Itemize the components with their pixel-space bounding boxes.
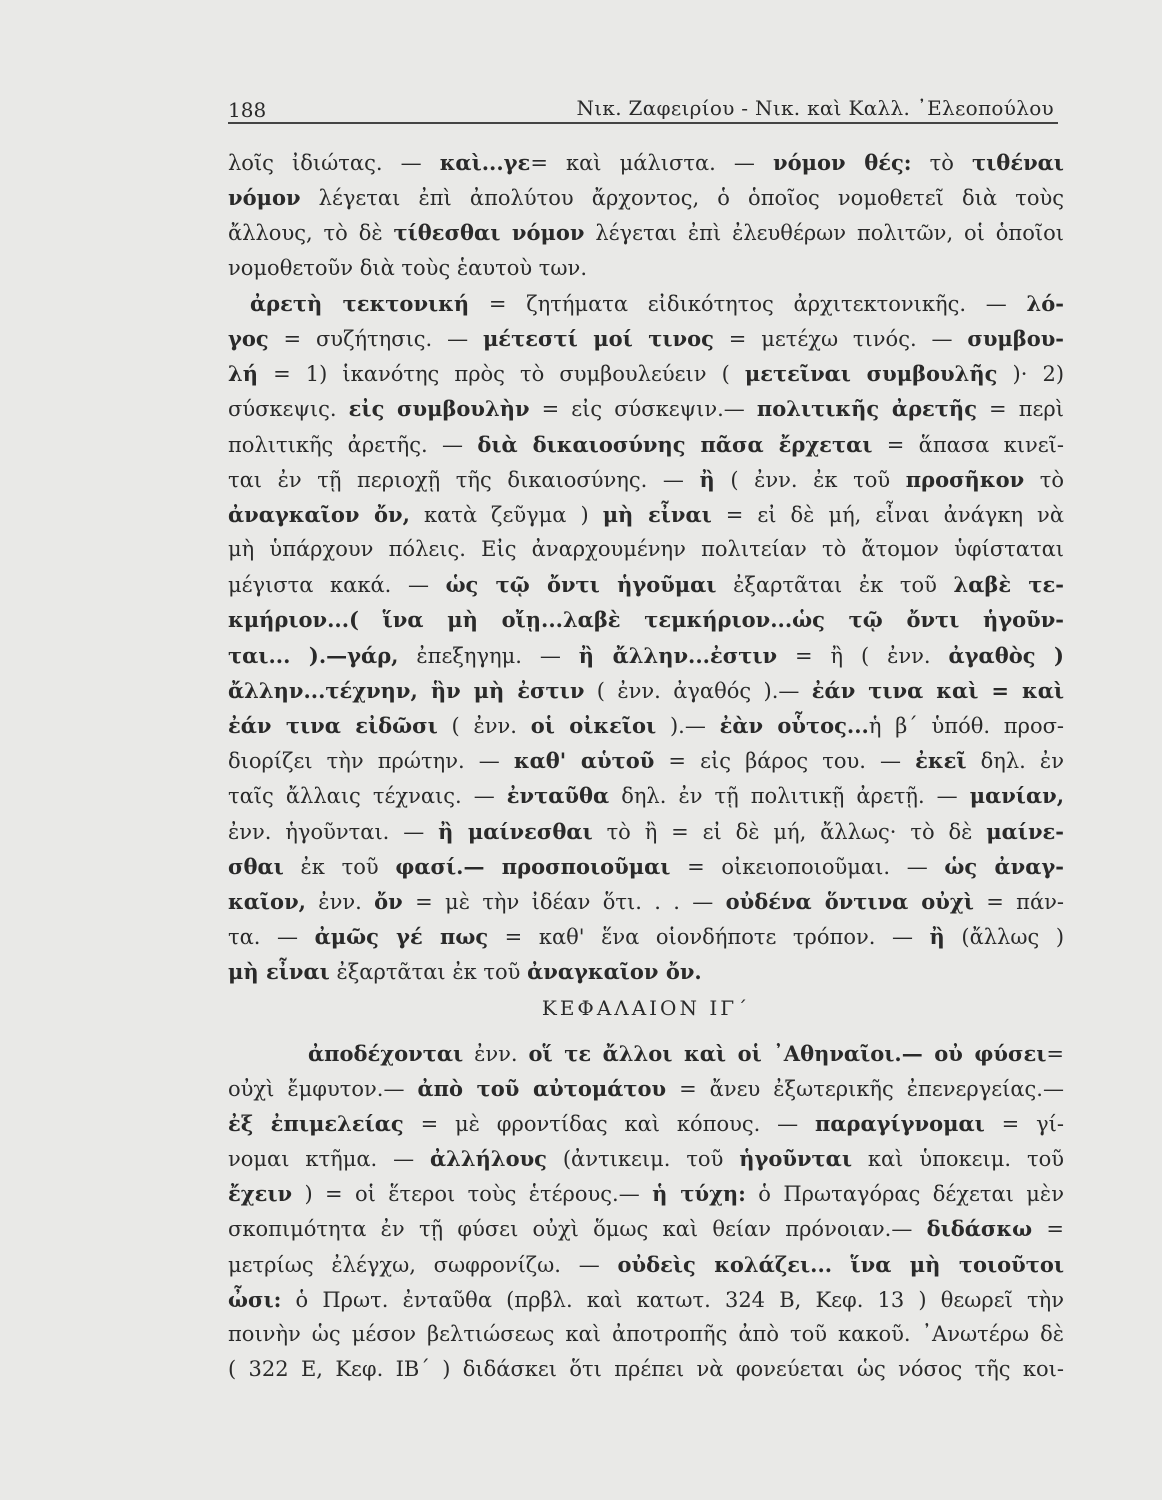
text-span: ) = οἱ ἕτεροι τοὺς ἑτέρους.— [292,1182,653,1207]
text-span: = [1032,1217,1064,1242]
bold-lemma: ται... ).—γάρ, [228,642,399,668]
bold-lemma: ἀλλήλους [430,1146,547,1172]
bold-lemma: ἡ τύχη: [652,1181,746,1207]
bold-lemma: παραγίγνομαι [815,1110,985,1136]
text-span: = ἢ ( ἐνν. [777,643,949,668]
text-line [228,954,1064,989]
text-span: λοῖς ἰδιώτας. — [228,151,440,175]
text-span: ).— [656,714,720,738]
text-line [228,286,1064,321]
text-span: ( ἐνν. ἐκ τοῦ [714,467,906,492]
bold-lemma: εἰς συμβουλὴν [348,396,530,422]
text-span: τὸ [911,151,973,175]
text-line [228,321,1064,356]
text-span: δηλ. ἐν τῇ πολιτικῇ ἀρετῇ. — [609,784,970,809]
text-line [228,638,1064,673]
text-span: = εἰς σύσκεψιν.— [529,397,757,422]
text-span: = γί- [984,1111,1064,1136]
bold-lemma: ἐὰν οὗτος... [719,713,869,738]
text-span: δηλ. ἐν [966,749,1064,774]
bold-lemma: ἐνταῦθα [506,783,610,809]
text-line [228,532,1064,567]
page-header [228,88,1058,124]
bold-lemma: λή [228,361,258,387]
text-span: τὸ ἢ = εἰ δὲ μή, ἄλλως· τὸ δὲ [592,819,987,844]
text-span: ἄλλους, τὸ δὲ [228,221,394,246]
text-span: = μὲ τὴν ἰδέαν ὅτι. . . — [402,889,726,914]
running-title: Νικ. Ζαφειρίου - Νικ. καὶ Καλλ. ᾿Ελεοπούλου [576,96,1054,120]
text-line [228,1071,1064,1106]
bold-lemma: ἀναγκαῖον ὄν. [527,959,702,985]
text-span: διορίζει τὴν πρώτην. — [228,749,514,774]
text-line [228,1352,1064,1387]
text-span: = περὶ [976,397,1064,422]
text-line [228,180,1064,215]
bold-lemma: συμβου- [967,325,1064,351]
text-line [228,849,1064,884]
text-span: = οἰκειοποιοῦμαι. — [670,854,945,879]
bold-lemma: ἡγοῦνται [739,1146,852,1172]
bold-lemma: ἔχειν [228,1181,293,1207]
bold-lemma: ἄλλην...τέχνην, ἣν μὴ ἐστιν [228,677,585,703]
bold-lemma: ὡς τῷ ὄντι ἡγοῦμαι [445,572,717,598]
bold-lemma: γος [228,325,269,351]
text-line [228,884,1064,919]
chapter-heading: ΚΕΦΑΛΑΙΟΝ ΙΓ΄ [541,995,751,1020]
bold-lemma: ὦσι: [228,1286,282,1312]
text-line [228,1106,1064,1141]
text-span: νομαι κτῆμα. — [228,1147,430,1172]
text-span: = μετέχω τινός. — [713,326,968,351]
text-span: ἐξαρτᾶται ἐκ τοῦ [329,960,528,985]
text-span: σύσκεψις. [228,397,349,422]
bold-lemma: ἀρετὴ τεκτονική [250,290,470,316]
text-span: ται ἐν τῇ περιοχῇ τῆς δικαιοσύνης. — [228,467,700,492]
text-line [228,145,1064,180]
text-span: καὶ ὑποκειμ. τοῦ [851,1147,1064,1172]
text-span: μὴ ὑπάρχουν πόλεις. Εἰς ἀναρχουμένην πολιτείαν τὸ ἄτομον ὑφίσταται [228,537,1064,562]
text-span: τα. — [228,925,315,950]
text-span: = καθ' ἕνα οἱονδήποτε τρόπον. — [488,925,930,950]
bold-lemma: τιθέναι [972,150,1064,175]
text-line [228,215,1064,250]
bold-lemma: νόμον [228,185,301,211]
text-line [228,602,1064,637]
text-span: ἡ β΄ ὑπόθ. προσ- [868,714,1064,738]
bold-lemma: διδάσκω [926,1216,1033,1242]
text-line [228,1141,1064,1176]
bold-lemma: μὴ εἶναι [228,959,330,985]
text-line [228,1036,1064,1071]
text-line [228,1282,1064,1317]
page-body [228,145,1064,1387]
text-line [228,427,1064,462]
bold-lemma: ἢ ἄλλην...ἐστιν [578,642,778,668]
text-span: = ἄνευ ἐξωτερικῆς ἐπενεργείας.— [666,1076,1064,1101]
text-span: (ἀντικειμ. τοῦ [546,1147,740,1172]
bold-lemma: ἀποδέχονται [308,1040,464,1066]
text-span: μέγιστα κακά. — [228,573,446,598]
bold-lemma: μὴ εἶναι [602,501,712,527]
text-span: ἐνν. [305,889,375,914]
bold-lemma: οἵ τε ἄλλοι καὶ οἱ ᾿Αθηναῖοι.— οὐ φύσει [528,1040,1047,1066]
text-line [228,743,1064,778]
text-line [228,1317,1064,1352]
text-line [228,1211,1064,1246]
text-line [228,708,1064,743]
text-span: = εἰ δὲ μή, εἶναι ἀνάγκη νὰ [711,502,1064,527]
text-span: = καὶ μάλιστα. — [530,151,773,175]
bold-lemma: καθ' αὑτοῦ [513,748,655,774]
text-line [228,673,1064,708]
text-span: = συζήτησις. — [268,326,483,351]
text-span: ( ἐνν. [437,714,531,738]
text-line [228,919,1064,954]
text-span: = [1046,1041,1064,1066]
text-span: ἐκ τοῦ [283,854,396,879]
text-line [228,497,1064,532]
bold-lemma: ἐκεῖ [915,748,967,774]
bold-lemma: ὄν [374,888,403,914]
bold-lemma: ἢ [929,924,945,950]
bold-lemma: ἐάν τινα εἰδῶσι [228,713,438,738]
bold-lemma: μανίαν, [969,783,1064,809]
page-number: 188 [228,98,267,122]
commentary-block-1 [228,145,1064,990]
bold-lemma: νόμον θές: [773,150,912,175]
bold-lemma: ἐξ ἐπιμελείας [228,1110,404,1136]
text-span: λέγεται ἐπὶ ἐλευθέρων πολιτῶν, οἱ ὁποῖοι [584,221,1064,246]
text-span: ἐπεξηγημ. — [398,643,579,668]
text-line [228,1247,1064,1282]
text-line [228,391,1064,426]
bold-lemma: ἀναγκαῖον ὄν, [228,501,410,527]
bold-lemma: προσῆκον [905,466,1025,492]
text-span: ἐνν. ἡγοῦνται. — [228,819,439,844]
text-line [228,567,1064,602]
text-span: = μὲ φροντίδας καὶ κόπους. — [403,1111,815,1136]
text-span: = ἅπασα κινεῖ- [872,432,1064,457]
bold-lemma: οὐδεὶς κολάζει... ἵνα μὴ τοιοῦτοι [617,1251,1064,1277]
text-span: = ζητήματα εἰδικότητος ἀρχιτεκτονικῆς. — [469,291,1027,316]
text-span: ( ἐνν. ἀγαθός ).— [584,678,812,703]
bold-lemma: καὶ...γε [439,150,531,175]
bold-lemma: μαίνε- [986,818,1064,844]
text-span: )· 2) [997,362,1064,387]
text-span: = εἰς βάρος του. — [654,749,916,774]
text-span: ὁ Πρωταγόρας δέχεται μὲν [745,1182,1064,1207]
text-line [228,778,1064,813]
bold-lemma: μετεῖναι συμβουλῆς [744,361,998,387]
bold-lemma: ἢ [699,466,715,492]
text-span: οὐχὶ ἔμφυτον.— [228,1076,418,1101]
bold-lemma: τίθεσθαι νόμον [393,220,585,246]
bold-lemma: διὰ δικαιοσύνης πᾶσα ἔρχεται [477,431,873,457]
text-span: τὸ [1024,467,1064,492]
bold-lemma: οὐδένα ὅντινα οὐχὶ [725,888,974,914]
bold-lemma: καῖον, [228,888,306,914]
bold-lemma: κμήριον...( ἵνα μὴ οἴῃ...λαβὲ τεμκήριον...ὡς τῷ ὄντι ἡγοῦν- [228,607,1064,633]
text-line [228,356,1064,391]
text-span: πολιτικῆς ἀρετῆς. — [228,432,478,457]
bold-lemma: ἀμῶς γέ πως [314,924,489,950]
text-span: = 1) ἱκανότης πρὸς τὸ συμβουλεύειν ( [258,362,745,387]
bold-lemma: μέτεστί μοί τινος [482,325,714,351]
text-span: κατὰ ζεῦγμα ) [409,502,603,527]
text-span: ταῖς ἄλλαις τέχναις. — [228,784,507,809]
text-span: ἐξαρτᾶται ἐκ τοῦ [716,573,954,598]
text-span: ποινὴν ὡς μέσον βελτιώσεως καὶ ἀποτροπῆς ἀπὸ τοῦ κακοῦ. ᾿Ανωτέρω δὲ [228,1322,1064,1346]
text-span: ἐνν. [463,1041,529,1066]
commentary-block-2 [228,1036,1064,1388]
text-span: ὁ Πρωτ. ἐνταῦθα (πρβλ. καὶ κατωτ. 324 B, Κεφ. 13 ) θεωρεῖ τὴν [281,1287,1064,1312]
text-line [228,814,1064,849]
text-span: νομοθετοῦν διὰ τοὺς ἑαυτοὺ των. [228,255,587,280]
bold-lemma: λό- [1026,290,1064,316]
bold-lemma: ἐάν τινα καὶ = καὶ [811,677,1064,703]
text-line [228,462,1064,497]
bold-lemma: πολιτικῆς ἀρετῆς [756,396,977,422]
bold-lemma: σθαι [228,853,284,879]
bold-lemma: ἢ μαίνεσθαι [438,818,593,844]
text-span: ( 322 E, Κεφ. IB΄ ) διδάσκει ὅτι πρέπει νὰ φονεύεται ὡς νόσος τῆς κοι- [228,1357,1064,1382]
bold-lemma: ἀπὸ τοῦ αὐτομάτου [417,1075,667,1101]
bold-lemma: φασί.— προσποιοῦμαι [395,853,671,879]
text-line [228,1176,1064,1211]
bold-lemma: ἀγαθὸς ) [948,642,1064,668]
text-span: = πάν- [973,889,1064,914]
text-line [228,251,1064,286]
text-span: σκοπιμότητα ἐν τῇ φύσει οὐχὶ ὅμως καὶ θείαν πρόνοιαν.— [228,1217,927,1242]
text-span: μετρίως ἐλέγχω, σωφρονίζω. — [228,1252,618,1277]
bold-lemma: ὡς ἀναγ- [944,853,1064,879]
text-span: λέγεται ἐπὶ ἀπολύτου ἄρχοντος, ὁ ὁποῖος νομοθετεῖ διὰ τοὺς [300,186,1064,211]
bold-lemma: οἱ οἰκεῖοι [530,713,657,738]
bold-lemma: λαβὲ τε- [953,572,1064,598]
text-span: (ἄλλως ) [944,925,1064,950]
